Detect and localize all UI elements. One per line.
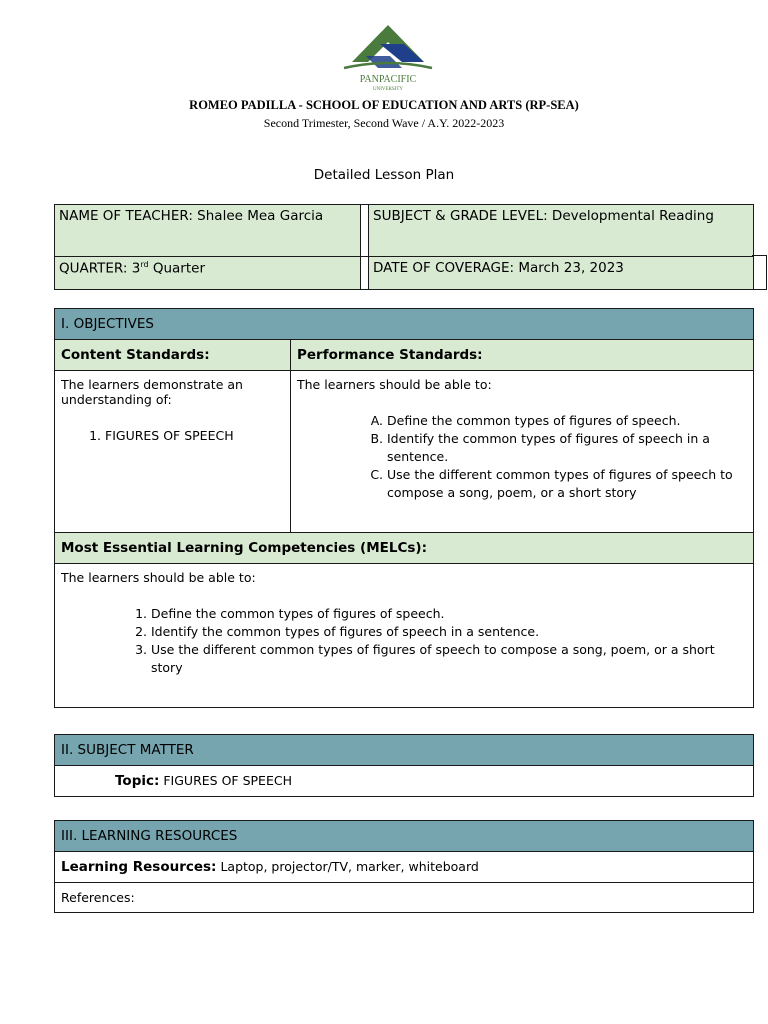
topic-value: FIGURES OF SPEECH — [159, 773, 292, 788]
school-name: ROMEO PADILLA - SCHOOL OF EDUCATION AND ARTS (RP-SEA) — [189, 98, 579, 112]
performance-intro: The learners should be able to: — [297, 377, 492, 392]
list-item: C. Use the different common types of figures of speech to compose a song, poem, or a short story — [387, 466, 747, 502]
teacher-cell: NAME OF TEACHER: Shalee Mea Garcia — [55, 205, 361, 257]
resources-cell — [55, 852, 754, 883]
quarter-prefix: QUARTER: 3 — [59, 260, 141, 277]
performance-standards-label: Performance Standards: — [291, 340, 754, 371]
spacer-cell — [361, 257, 369, 290]
objectives-table — [54, 308, 754, 708]
quarter-sup: rd — [140, 260, 149, 269]
info-table — [54, 204, 754, 290]
subject-cell: SUBJECT & GRADE LEVEL: Developmental Reading — [369, 205, 754, 257]
resources-value: Laptop, projector/TV, marker, whiteboard — [216, 859, 479, 874]
resources-table — [54, 820, 754, 913]
logo-subtext: UNIVERSITY — [373, 87, 403, 92]
school-term: Second Trimester, Second Wave / A.Y. 2022-2023 — [263, 116, 505, 130]
list-item: 2. Identify the common types of figures of speech in a sentence. — [151, 623, 747, 641]
content-standards-label: Content Standards: — [55, 340, 291, 371]
list-item: 1. Define the common types of figures of speech. — [151, 605, 747, 623]
references-cell: References: — [55, 883, 754, 913]
spacer-cell — [361, 205, 369, 257]
topic-cell — [55, 766, 754, 797]
resources-heading: III. LEARNING RESOURCES — [55, 821, 754, 852]
topic-label: Topic: — [115, 773, 160, 789]
logo-text: PANPACIFIC — [359, 74, 417, 85]
list-item: 1. FIGURES OF SPEECH — [105, 427, 284, 445]
list-item: A. Define the common types of figures of speech. — [387, 412, 747, 430]
content-standards-cell — [55, 371, 291, 533]
melc-label: Most Essential Learning Competencies (MELCs): — [55, 533, 754, 564]
quarter-cell — [55, 257, 361, 290]
melc-list — [151, 605, 747, 677]
content-list — [105, 427, 284, 445]
melc-intro: The learners should be able to: — [61, 570, 256, 585]
university-logo — [326, 22, 450, 94]
list-item: 3. Use the different common types of figures of speech to compose a song, poem, or a short story — [151, 641, 747, 677]
document-title: Detailed Lesson Plan — [313, 167, 455, 183]
performance-list — [387, 412, 747, 502]
list-item: B. Identify the common types of figures of speech in a sentence. — [387, 430, 747, 466]
content-intro: The learners demonstrate an understanding of: — [61, 377, 243, 407]
melc-cell — [55, 564, 754, 708]
performance-standards-cell — [291, 371, 754, 533]
subject-matter-table — [54, 734, 754, 797]
quarter-suffix: Quarter — [148, 260, 205, 277]
subject-matter-heading: II. SUBJECT MATTER — [55, 735, 754, 766]
coverage-cell: DATE OF COVERAGE: March 23, 2023 — [369, 257, 754, 290]
resources-label: Learning Resources: — [61, 859, 217, 875]
side-box — [752, 255, 767, 290]
objectives-heading: I. OBJECTIVES — [55, 309, 754, 340]
